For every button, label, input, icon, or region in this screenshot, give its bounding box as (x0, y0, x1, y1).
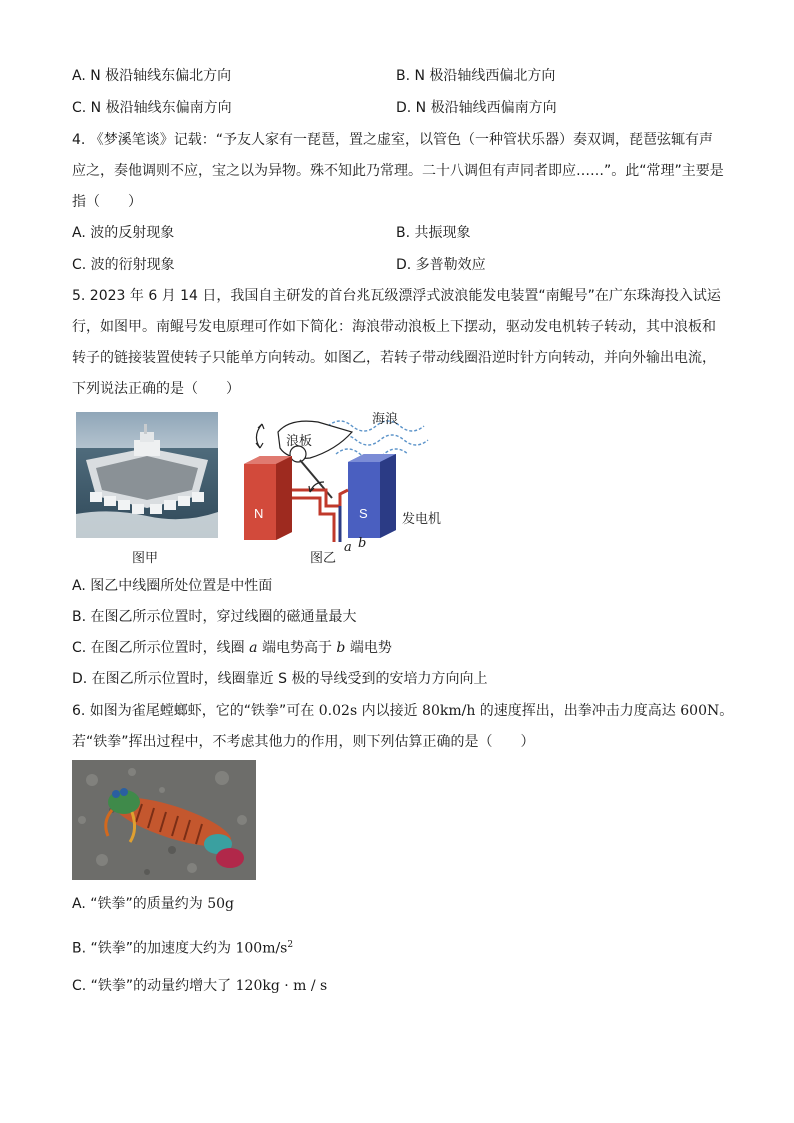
q3-option-d: D. N 极沿轴线西偏南方向 (396, 100, 557, 116)
q6-option-b: B. “铁拳”的加速度大约为 $100m/s^2$ (72, 940, 294, 957)
q5-stem-line3: 转子的链接装置使转子只能单方向转动。如图乙，若转子带动线圈沿逆时针方向转动，并向外输出电流， (72, 350, 716, 366)
magnet-n-label: N (254, 506, 264, 521)
q6-stem-line1: 6. 如图为雀尾螳螂虾，它的“铁拳”可在 0.02s 内以接近 80km/h 的速度挥出，出拳冲击力度高达 600N。 (72, 703, 734, 719)
q3-option-c: C. N 极沿轴线东偏南方向 (72, 100, 232, 116)
q5-option-a: A. 图乙中线圈所处位置是中性面 (72, 578, 273, 594)
q4-stem-line2: 应之，奏他调则不应，宝之以为异物。殊不知此乃常理。二十八调但有声同者即应……”。此“常理”主要是 (72, 163, 724, 179)
wave-power-platform-photo (76, 412, 218, 538)
q6-option-a: A. “铁拳”的质量约为 50g (72, 896, 234, 912)
q4-stem-line3: 指（ ） (72, 194, 142, 210)
q6-option-c: C. “铁拳”的动量约增大了 120kg · m / s (72, 978, 328, 994)
figure-jia-caption: 图甲 (132, 551, 159, 566)
q3-option-a: A. N 极沿轴线东偏北方向 (72, 68, 232, 84)
q5-option-b: B. 在图乙所示位置时，穿过线圈的磁通量最大 (72, 609, 357, 625)
q4-option-b: B. 共振现象 (396, 225, 471, 241)
q5-stem-line2: 行，如图甲。南鲲号发电原理可作如下简化：海浪带动浪板上下摆动，驱动发电机转子转动，其中浪板和 (72, 319, 716, 335)
figure-yi-caption: 图乙 (310, 551, 337, 566)
terminal-a-label: a (344, 540, 352, 555)
mantis-shrimp-photo (72, 760, 256, 880)
q5-option-c: C. 在图乙所示位置时，线圈 a 端电势高于 b 端电势 (72, 640, 392, 656)
generator-label: 发电机 (402, 512, 442, 527)
q4-option-c: C. 波的衍射现象 (72, 257, 175, 273)
generator-diagram (240, 402, 480, 572)
sea-wave-label: 海浪 (372, 412, 399, 427)
wave-plate-label: 浪板 (286, 434, 313, 449)
q6-stem-line2: 若“铁拳”挥出过程中，不考虑其他力的作用，则下列估算正确的是（ ） (72, 734, 535, 750)
q5-option-d: D. 在图乙所示位置时，线圈靠近 S 极的导线受到的安培力方向向上 (72, 671, 488, 687)
magnet-s-label: S (359, 506, 368, 521)
q5-stem-line4: 下列说法正确的是（ ） (72, 381, 240, 397)
q4-option-a: A. 波的反射现象 (72, 225, 175, 241)
q4-stem-line1: 4. 《梦溪笔谈》记载：“予友人家有一琵琶，置之虚室，以管色（一种管状乐器）奏双调，琵琶弦辄有声 (72, 132, 714, 148)
q5-stem-line1: 5. 2023 年 6 月 14 日，我国自主研发的首台兆瓦级漂浮式波浪能发电装置“南鲲号”在广东珠海投入试运 (72, 288, 721, 304)
q3-option-b: B. N 极沿轴线西偏北方向 (396, 68, 556, 84)
q4-option-d: D. 多普勒效应 (396, 257, 486, 273)
terminal-b-label: b (358, 536, 367, 551)
